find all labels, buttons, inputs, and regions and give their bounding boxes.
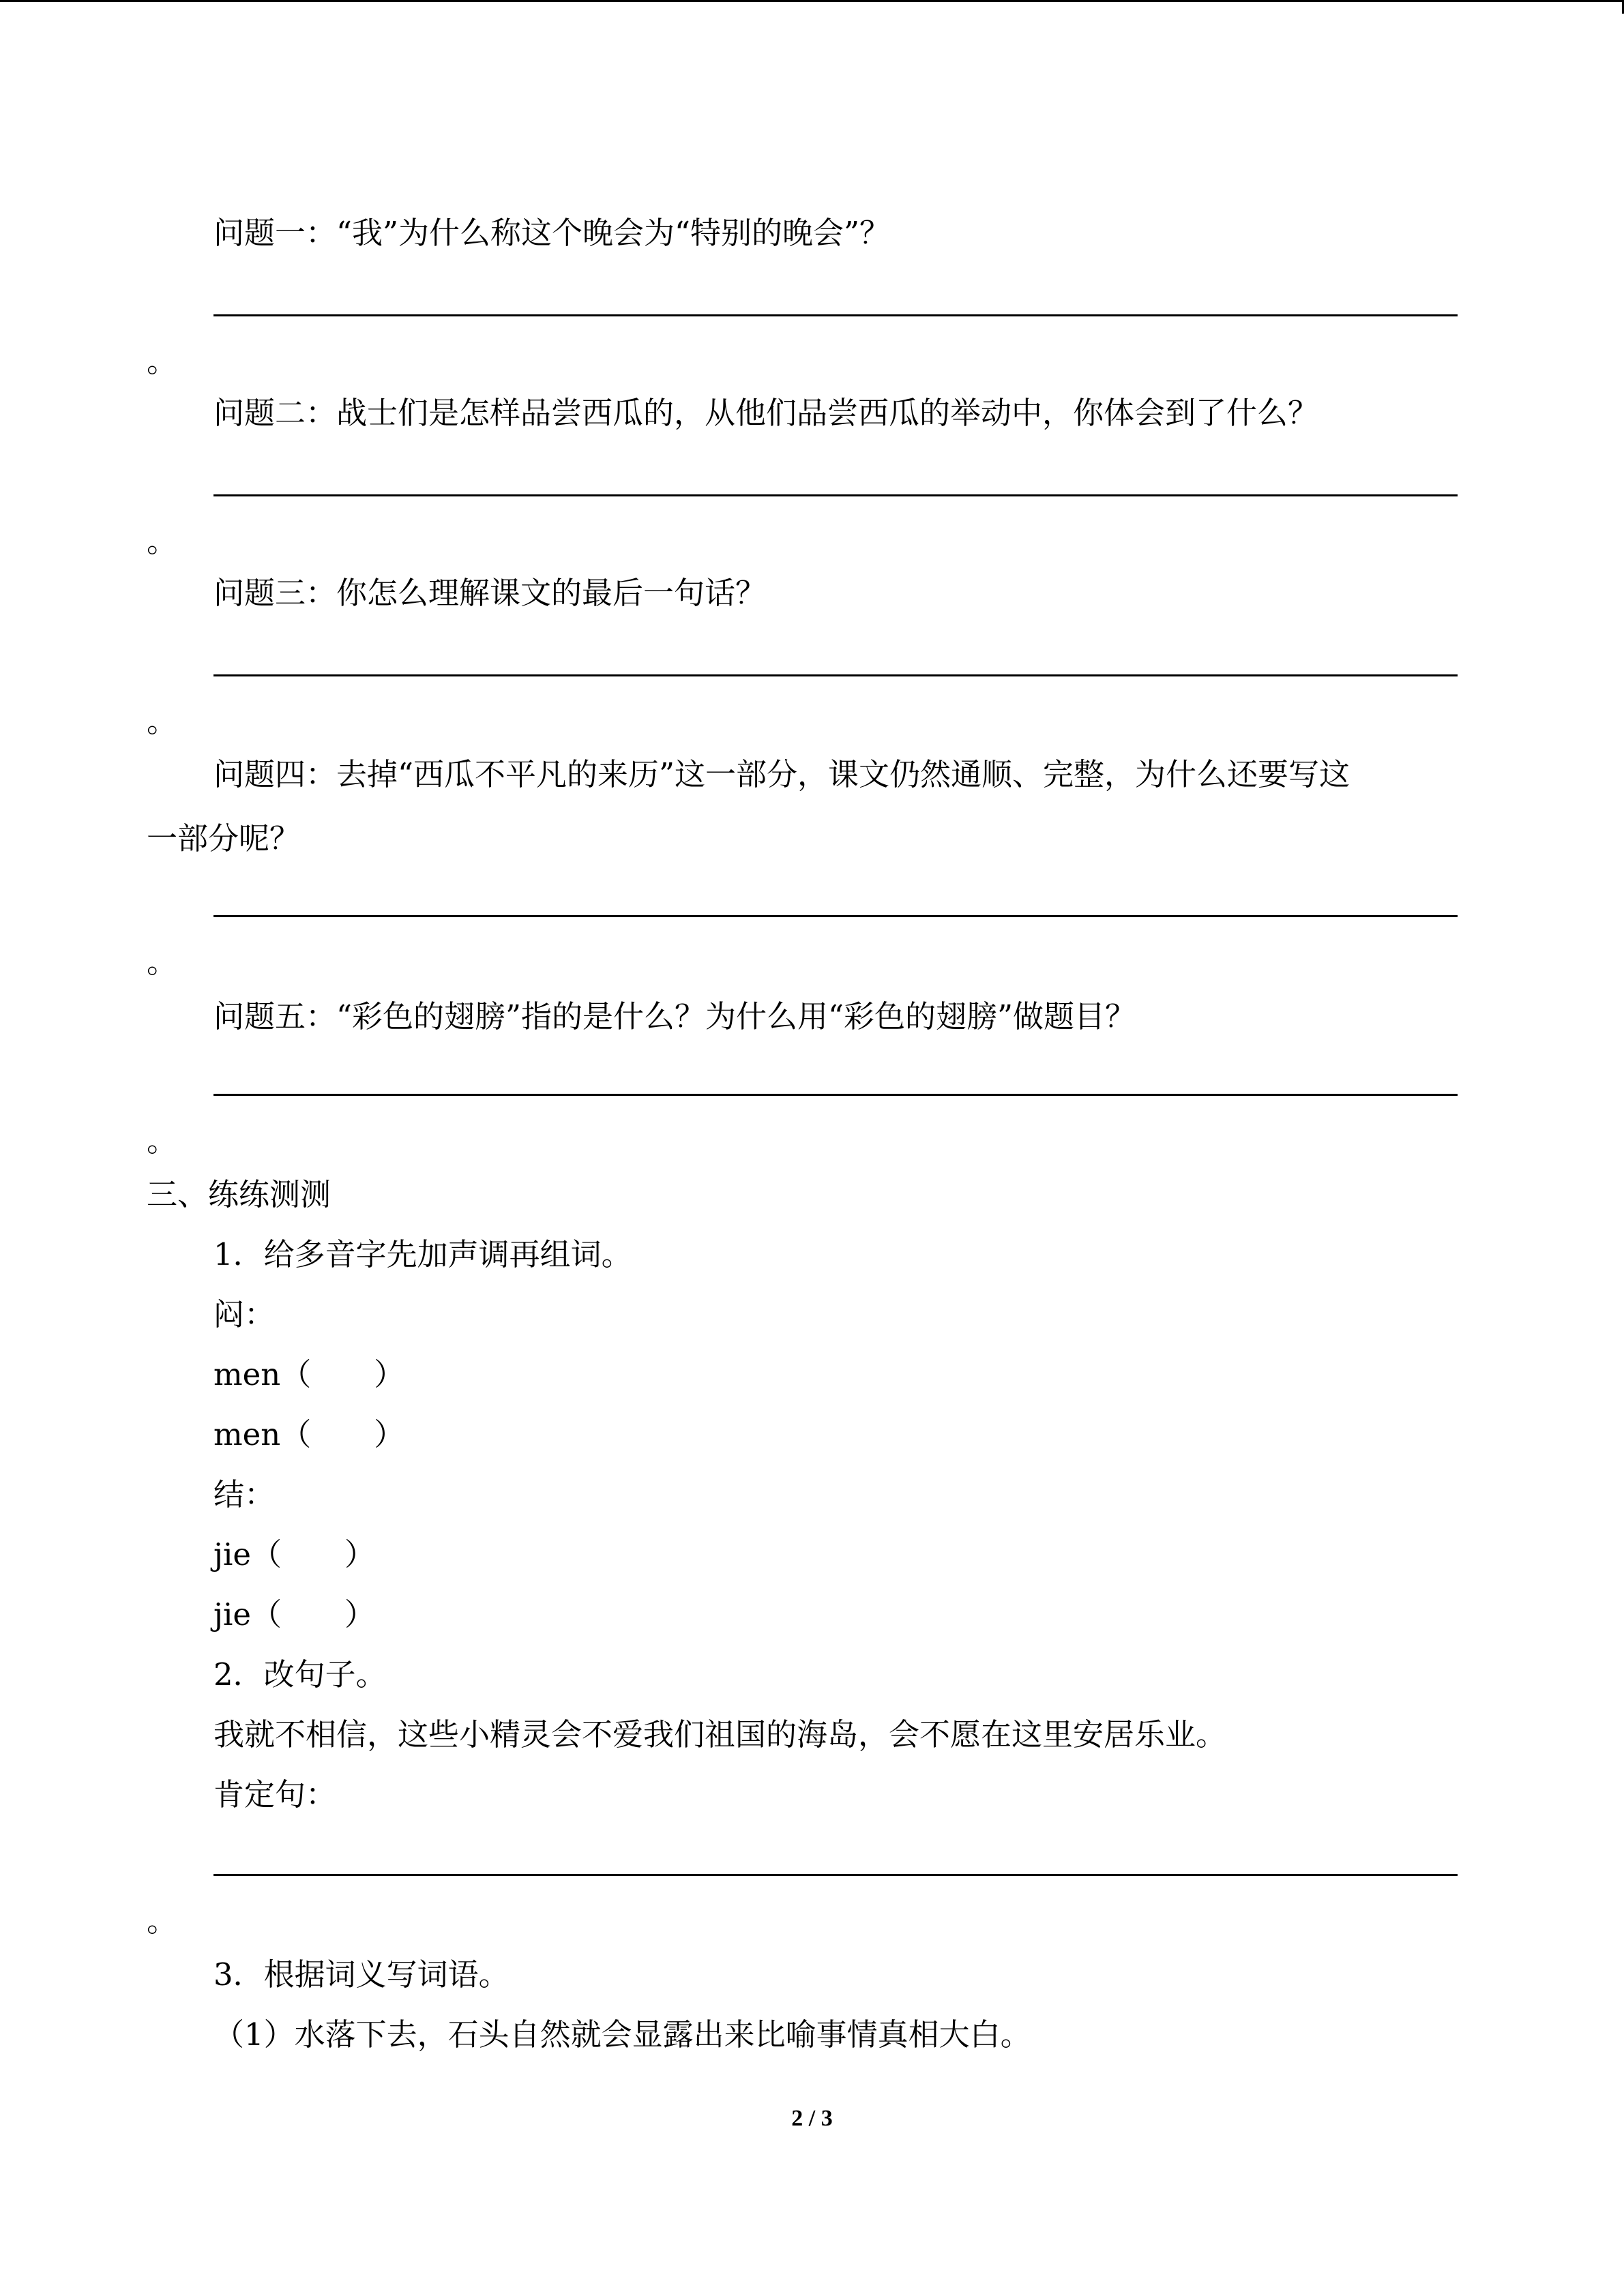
q3-item-1: （1）水落下去，石头自然就会显露出来比喻事情真相大白。 [213,2016,1031,2053]
question-3: 问题三：你怎么理解课文的最后一句话？ [213,575,767,611]
page-number: 2 / 3 [791,2106,833,2131]
pinyin-text: jie（ [213,1536,282,1572]
close-paren: ） [374,1416,405,1452]
period-q2: 。 [147,1903,178,1939]
answer-line-3[interactable] [213,674,1458,676]
char-label-jie: 结： [213,1476,276,1512]
question-2: 问题二：战士们是怎样品尝西瓜的，从他们品尝西瓜的举动中，你体会到了什么？ [213,395,1319,431]
answer-line-1[interactable] [213,314,1458,316]
period-2: 。 [147,523,178,559]
char-label-men: 闷： [213,1296,276,1332]
pinyin-men-2 [213,1414,404,1455]
question-4: 问题四：去掉“西瓜不平凡的来历”这一部分，课文仍然通顺、完整，为什么还要写这 [213,756,1350,792]
period-3: 。 [147,703,178,739]
question-5: 问题五：“彩色的翅膀”指的是什么？为什么用“彩色的翅膀”做题目？ [213,998,1136,1034]
q2-title: 2．改句子。 [213,1656,387,1693]
question-4-cont: 一部分呢？ [147,820,301,856]
pinyin-jie-1 [213,1534,375,1575]
q2-prompt: 肯定句： [213,1776,337,1813]
q3-title: 3．根据词义写词语。 [213,1956,510,1993]
q2-sentence: 我就不相信，这些小精灵会不爱我们祖国的海岛，会不愿在这里安居乐业。 [213,1716,1227,1753]
close-paren: ） [344,1596,375,1632]
pinyin-text: jie（ [213,1596,282,1632]
top-border [0,0,1624,2]
pinyin-text: men（ [213,1416,312,1452]
answer-line-4[interactable] [213,915,1458,917]
question-1: 问题一：“我”为什么称这个晚会为“特别的晚会”？ [213,215,891,251]
close-paren: ） [344,1536,375,1572]
period-4: 。 [147,944,178,980]
answer-line-q2[interactable] [213,1874,1458,1876]
section3-heading: 三、练练测测 [147,1176,331,1212]
pinyin-text: men（ [213,1356,312,1392]
period-1: 。 [147,343,178,379]
answer-line-5[interactable] [213,1094,1458,1096]
period-5: 。 [147,1122,178,1159]
answer-line-2[interactable] [213,494,1458,496]
pinyin-men-1 [213,1354,404,1395]
pinyin-jie-2 [213,1594,375,1635]
close-paren: ） [374,1356,405,1392]
q1-title: 1．给多音字先加声调再组词。 [213,1236,632,1272]
